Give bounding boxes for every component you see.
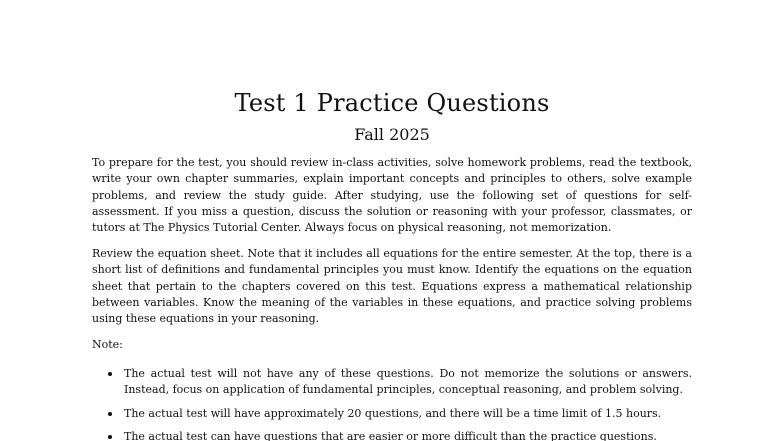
page-subtitle: Fall 2025 xyxy=(354,125,430,144)
list-item-text: The actual test can have questions that are easier or more difficult than the practice questions. xyxy=(124,429,657,441)
list-item xyxy=(92,406,692,422)
bullet-icon xyxy=(108,372,112,376)
page-title: Test 1 Practice Questions xyxy=(234,89,550,117)
list-item xyxy=(92,429,692,441)
list-item-text: The actual test will have approximately 20 questions, and there will be a time limit of 1.5 hours. xyxy=(124,406,662,420)
equation-sheet-paragraph: Review the equation sheet. Note that it includes all equations for the entire semester. At the top, there is a short list of definitions and fundamental principles you must know. Identify the equations on the equation sheet that pertain to the chapters covered on this test. Equations express a mathematical relationship between variables. Know the meaning of the variables in these equations, and practice solving problems using these equations in your reasoning. xyxy=(92,247,692,326)
bullet-icon xyxy=(108,435,112,439)
intro-paragraph: To prepare for the test, you should review in-class activities, solve homework problems, read the textbook, write your own chapter summaries, explain important concepts and principles to others, solve example problems, and review the study guide. After studying, use the following set of questions for self-assessment. If you miss a question, discuss the solution or reasoning with your professor, classmates, or tutors at The Physics Tutorial Center. Always focus on physical reasoning, not memorization. xyxy=(92,156,692,235)
notes-list xyxy=(92,366,692,441)
list-item-text: The actual test will not have any of these questions. Do not memorize the solutions or answers. Instead, focus on application of fundamental principles, conceptual reasoning, and problem solving. xyxy=(124,367,692,397)
note-label: Note: xyxy=(92,338,123,351)
bullet-icon xyxy=(108,412,112,416)
list-item xyxy=(92,366,692,399)
